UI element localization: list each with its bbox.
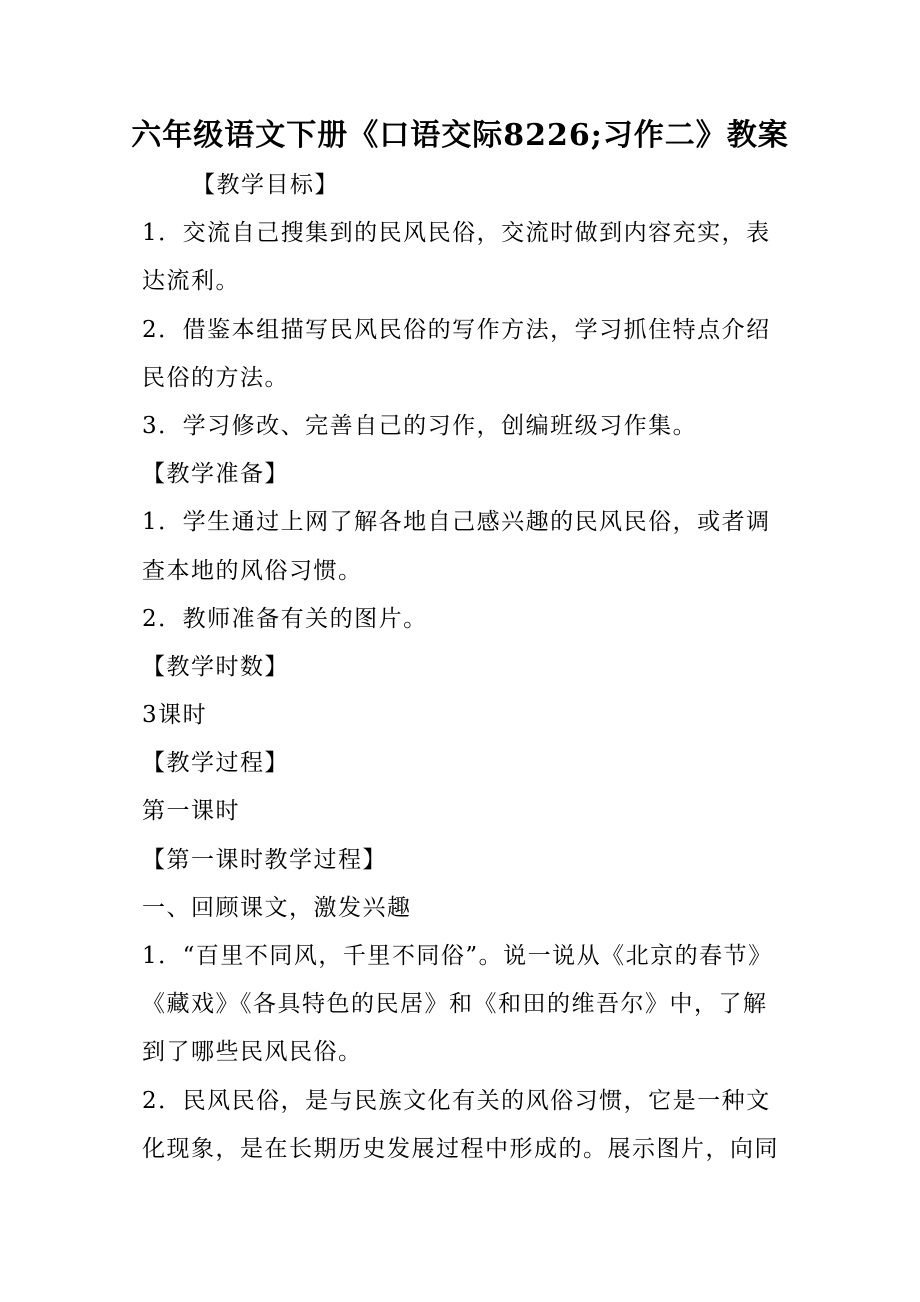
section-heading: 【教学目标】	[192, 172, 339, 198]
document-title: 六年级语文下册《口语交际8226;习作二》教案	[131, 118, 789, 153]
text-line: 到了哪些民风民俗。	[142, 1039, 363, 1066]
text-line: 2．借鉴本组描写民风民俗的写作方法，学习抓住特点介绍	[142, 316, 771, 343]
text-line: 3．学习修改、完善自己的习作，创编班级习作集。	[142, 412, 698, 439]
text-line: 化现象，是在长期历史发展过程中形成的。展示图片，向同	[142, 1135, 779, 1162]
text-line: 查本地的风俗习惯。	[142, 557, 363, 584]
text-line: 第一课时	[142, 798, 240, 825]
text-line: 《藏戏》《各具特色的民居》和《和田的维吾尔》中，了解	[142, 991, 768, 1018]
text-line: 达流利。	[142, 268, 240, 295]
text-line: 1．“百里不同风，千里不同俗”。说一说从《北京的春节》	[142, 943, 773, 969]
text-line: 2．民风民俗，是与民族文化有关的风俗习惯，它是一种文	[142, 1087, 771, 1114]
text-line: 民俗的方法。	[142, 364, 289, 391]
section-heading: 【教学过程】	[142, 750, 289, 777]
section-heading: 【第一课时教学过程】	[142, 846, 387, 873]
document-body	[142, 161, 802, 1173]
text-line: 1．交流自己搜集到的民风民俗，交流时做到内容充实，表	[142, 220, 771, 247]
text-line: 1．学生通过上网了解各地自己感兴趣的民风民俗，或者调	[142, 509, 771, 536]
section-heading: 【教学准备】	[142, 461, 289, 488]
text-line: 2．教师准备有关的图片。	[142, 605, 428, 632]
section-heading: 【教学时数】	[142, 653, 289, 680]
text-line: 一、回顾课文，激发兴趣	[142, 894, 412, 921]
text-line: 3课时	[142, 702, 208, 729]
